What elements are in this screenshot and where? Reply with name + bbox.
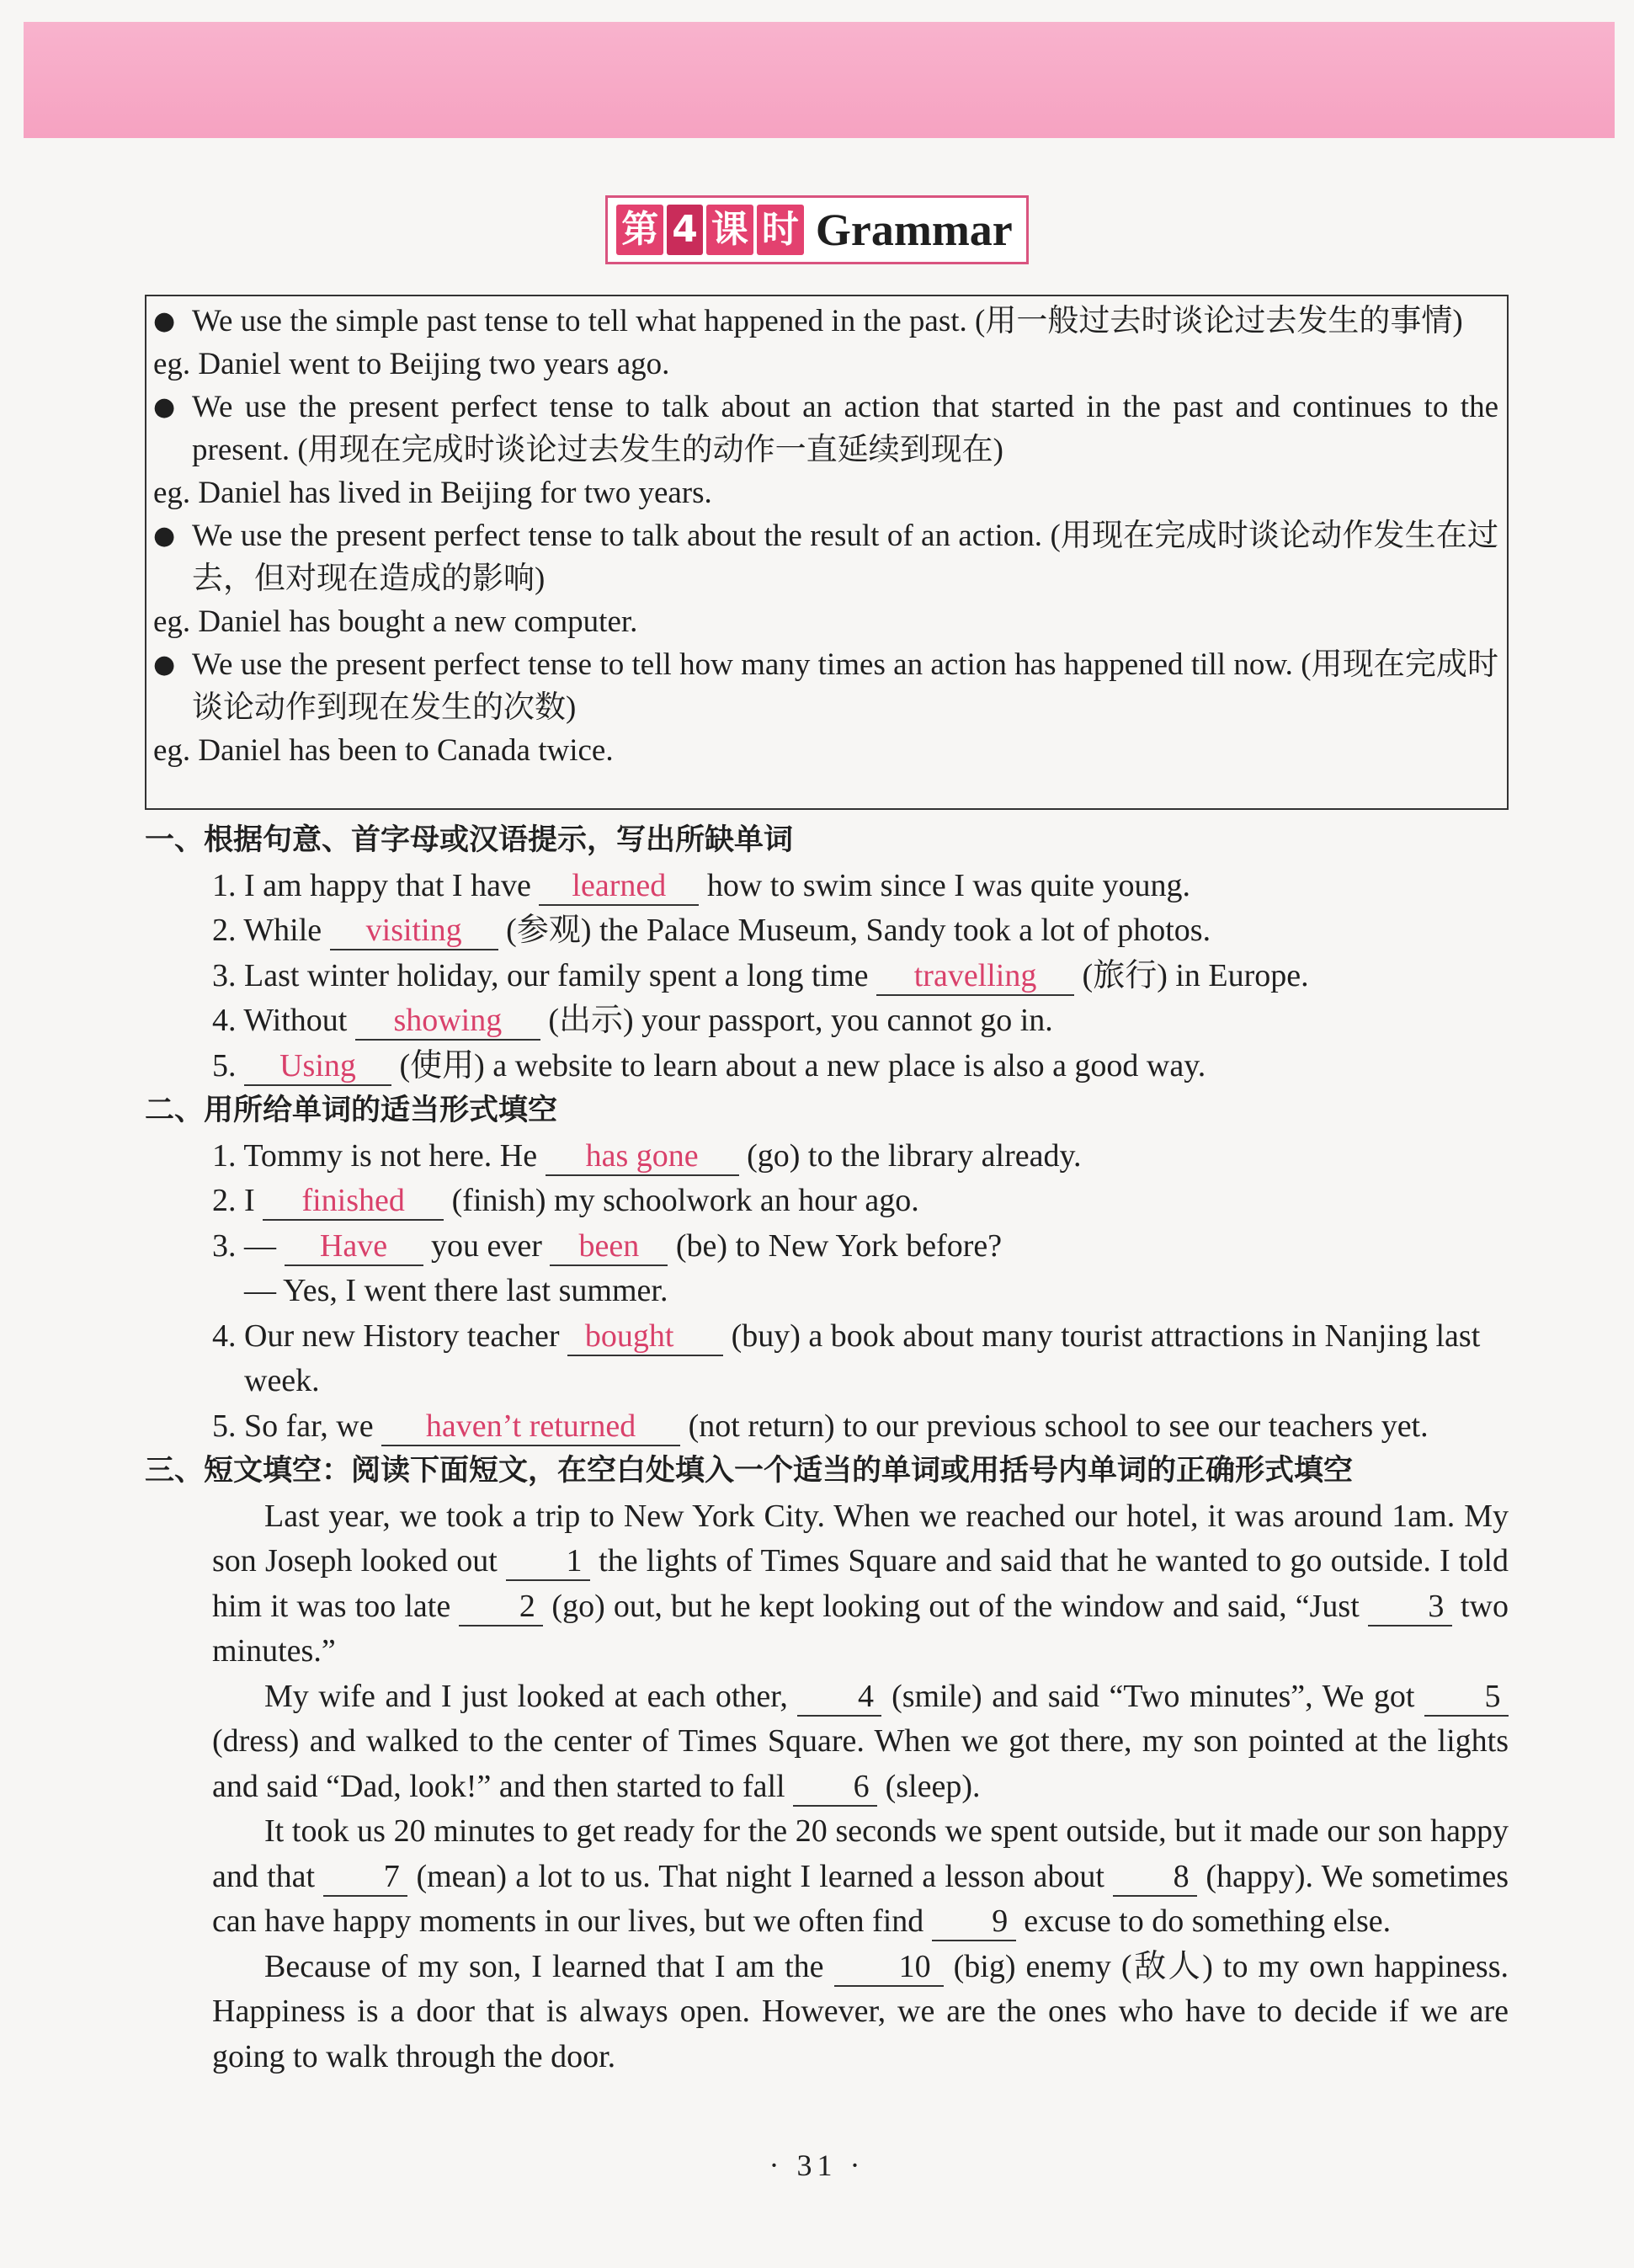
section-title: 三、短文填空：阅读下面短文，在空白处填入一个适当的单词或用括号内单词的正确形式填空 bbox=[145, 1454, 1354, 1488]
exercise-item: 1. Tommy is not here. He has gone (go) to the library already. bbox=[145, 1134, 1509, 1179]
lesson-tag bbox=[616, 205, 804, 255]
lesson-title: Grammar bbox=[815, 205, 1013, 255]
rule-text: We use the present perfect tense to tell how many times an action has happened till now. (用现在完成时谈论动作到现在发生的次数) bbox=[192, 647, 1498, 725]
section-title: 一、根据句意、首字母或汉语提示，写出所缺单词 bbox=[145, 823, 794, 857]
numbered-blank: 4 bbox=[797, 1678, 881, 1717]
exercise-item: 2. I finished (finish) my schoolwork an hour ago. bbox=[145, 1179, 1509, 1224]
bullet-icon: ● bbox=[153, 521, 176, 551]
bullet-icon: ● bbox=[153, 650, 176, 679]
numbered-blank: 1 bbox=[506, 1542, 590, 1581]
rule-text: We use the present perfect tense to talk about an action that started in the past and continues to the present. (用现在完成时谈论过去发生的动作一直延续到现在) bbox=[192, 390, 1498, 467]
exercises bbox=[145, 818, 1509, 2079]
lesson-tag-char: 课 bbox=[706, 205, 753, 255]
numbered-blank: 3 bbox=[1368, 1588, 1452, 1626]
exercise-item: 4. Our new History teacher bought (buy) a book about many tourist attractions in Nanjing last week. bbox=[212, 1318, 1481, 1398]
rule-text: We use the simple past tense to tell what happened in the past. (用一般过去时谈论过去发生的事情) bbox=[192, 304, 1463, 338]
answer-blank: Using bbox=[244, 1047, 391, 1086]
rule bbox=[153, 643, 1498, 729]
grammar-rules-box bbox=[145, 295, 1509, 810]
bullet-icon: ● bbox=[153, 306, 176, 336]
numbered-blank: 2 bbox=[459, 1588, 543, 1626]
answer-blank: been bbox=[550, 1227, 668, 1266]
passage-paragraph: It took us 20 minutes to get ready for the 20 seconds we spent outside, but it made our son happy and that 7 (mean) a lot to us. That night I learned a lesson about 8 (happy). We sometimes can have happy moments in our lives, but we often find 9 excuse to do something else. bbox=[145, 1809, 1509, 1945]
answer-blank: bought bbox=[567, 1318, 723, 1356]
rule-example: eg. Daniel has bought a new computer. bbox=[153, 604, 638, 639]
rule bbox=[153, 300, 1498, 343]
rule-example: eg. Daniel has lived in Beijing for two years. bbox=[153, 476, 712, 510]
header-banner bbox=[24, 22, 1615, 138]
exercise-reply: — Yes, I went there last summer. bbox=[244, 1273, 668, 1308]
numbered-blank: 6 bbox=[793, 1768, 877, 1807]
exercise-item: 5. So far, we haven’t returned (not return) to our previous school to see our teachers yet. bbox=[145, 1404, 1509, 1450]
exercise-item: 2. While visiting (参观) the Palace Museum, Sandy took a lot of photos. bbox=[145, 908, 1509, 954]
rule bbox=[153, 386, 1498, 471]
rule-example: eg. Daniel has been to Canada twice. bbox=[153, 733, 614, 768]
numbered-blank: 8 bbox=[1113, 1858, 1197, 1897]
lesson-heading bbox=[0, 195, 1634, 264]
passage-paragraph: Because of my son, I learned that I am the 10 (big) enemy (敌人) to my own happiness. Happiness is a door that is always open. However, we are the ones who have to decide if we are going to walk through the door. bbox=[212, 1948, 1509, 2074]
answer-blank: haven’t returned bbox=[381, 1408, 680, 1446]
rule bbox=[153, 514, 1498, 600]
exercise-item: 3. — Have you ever been (be) to New York before? bbox=[145, 1224, 1509, 1270]
answer-blank: visiting bbox=[330, 912, 498, 950]
lesson-tag-number: 4 bbox=[667, 205, 703, 255]
numbered-blank: 5 bbox=[1424, 1678, 1509, 1717]
exercise-item: 3. Last winter holiday, our family spent a long time travelling (旅行) in Europe. bbox=[145, 954, 1509, 999]
answer-blank: travelling bbox=[876, 957, 1074, 996]
numbered-blank: 10 bbox=[834, 1948, 944, 1987]
answer-blank: has gone bbox=[546, 1137, 739, 1176]
lesson-tag-char: 第 bbox=[616, 205, 663, 255]
passage-paragraph: Last year, we took a trip to New York City. When we reached our hotel, it was around 1am. My son Joseph looked out 1 the lights of Times Square and said that he wanted to go outside. I told him it was too late 2 (go) out, but he kept looking out of the window and said, “Just 3 two minutes.” bbox=[212, 1498, 1509, 1669]
answer-blank: showing bbox=[355, 1002, 540, 1041]
answer-blank: finished bbox=[263, 1182, 444, 1221]
rule-text: We use the present perfect tense to talk about the result of an action. (用现在完成时谈论动作发生在过去，但对现在造成的影响) bbox=[192, 519, 1498, 596]
lesson-box bbox=[605, 195, 1029, 264]
exercise-item: 5. Using (使用) a website to learn about a new place is also a good way. bbox=[145, 1044, 1509, 1089]
numbered-blank: 7 bbox=[323, 1858, 407, 1897]
rule-example: eg. Daniel went to Beijing two years ago. bbox=[153, 347, 670, 381]
numbered-blank: 9 bbox=[932, 1903, 1016, 1941]
exercise-item: 4. Without showing (出示) your passport, you cannot go in. bbox=[145, 998, 1509, 1044]
answer-blank: learned bbox=[539, 867, 699, 906]
section-title: 二、用所给单词的适当形式填空 bbox=[145, 1094, 558, 1127]
passage-paragraph: My wife and I just looked at each other, 4 (smile) and said “Two minutes”, We got 5 (dress) and walked to the center of Times Square. When we got there, my son pointed at the lights and said “Dad, look!” and then started to fall 6 (sleep). bbox=[145, 1674, 1509, 1810]
answer-blank: Have bbox=[285, 1227, 423, 1266]
exercise-item: 1. I am happy that I have learned how to swim since I was quite young. bbox=[145, 864, 1509, 909]
bullet-icon: ● bbox=[153, 392, 176, 422]
page-number: · 31 · bbox=[769, 2148, 865, 2182]
lesson-tag-char: 时 bbox=[757, 205, 804, 255]
